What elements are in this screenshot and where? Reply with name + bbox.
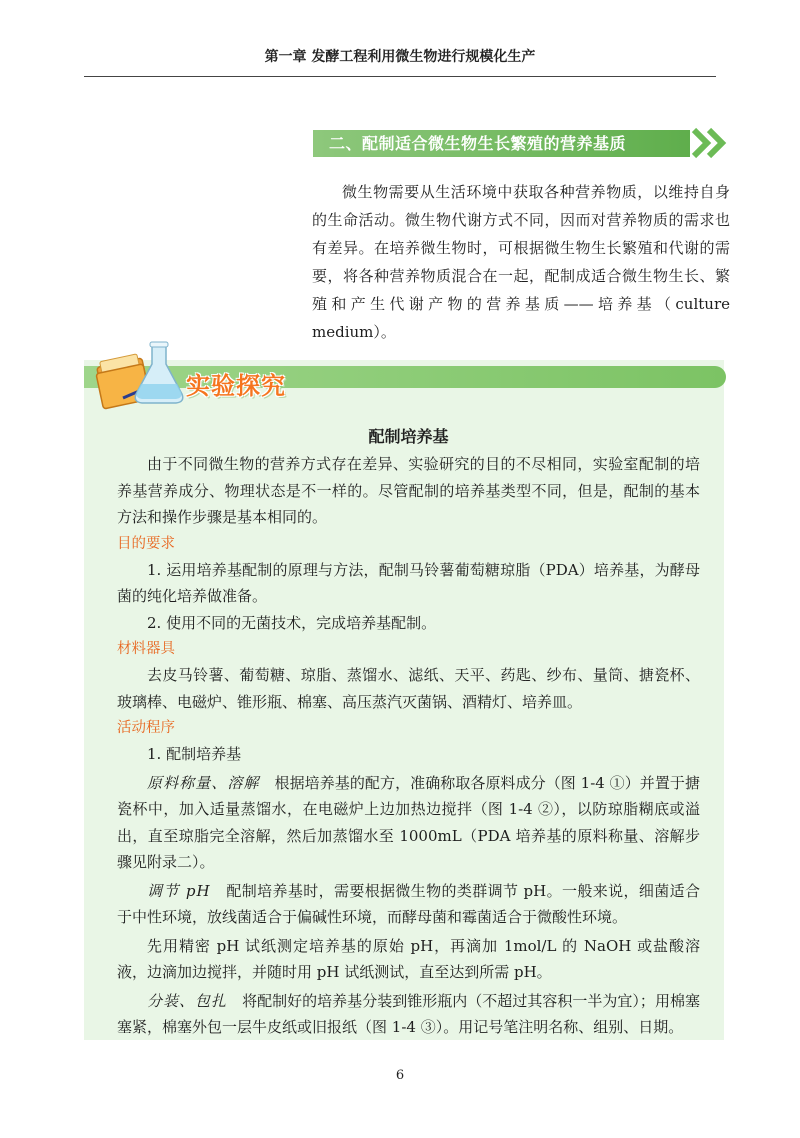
running-head: 第一章 发酵工程利用微生物进行规模化生产 [264, 49, 536, 65]
intro-paragraph: 微生物需要从生活环境中获取各种营养物质，以维持自身的生命活动。微生物代谢方式不同，因而对营养物质的需求也有差异。在培养微生物时，可根据微生物生长繁殖和代谢的需要，将各种营养物质混合在一起，配制成适合微生物生长、繁殖和产生代谢产物的营养基质——培养基（culture medium）。 [312, 183, 730, 341]
procedure-paragraph [117, 988, 700, 1041]
flask-and-folder-icon [95, 340, 190, 412]
header-rule [84, 76, 716, 77]
experiment-title: 配制培养基 [368, 427, 449, 446]
step-keyword: 原料称量、溶解 [147, 773, 260, 792]
step-text: 根据培养基的配方，准确称取各原料成分（图 1-4 ①）并置于搪瓷杯中，加入适量蒸馏水，在电磁炉上边加热边搅拌（图 1-4 ②），以防琼脂糊底或溢出，直至琼脂完全溶解，然后加蒸馏水至 1000mL（PDA 培养基的原料称量、溶解步骤见附录二）。 [117, 773, 700, 871]
step-text: 配制培养基时，需要根据微生物的类群调节 pH。一般来说，细菌适合于中性环境，放线菌适合于偏碱性环境，而酵母菌和霉菌适合于微酸性环境。 [117, 881, 700, 926]
experiment-intro: 由于不同微生物的营养方式存在差异、实验研究的目的不尽相同，实验室配制的培养基营养成分、物理状态是不一样的。尽管配制的培养基类型不同，但是，配制的基本方法和操作步骤是基本相同的。 [117, 455, 700, 526]
procedure-heading: 活动程序 [117, 720, 175, 736]
section-heading: 二、配制适合微生物生长繁殖的营养基质 [313, 130, 690, 157]
chevron-right-icon [690, 126, 730, 160]
step-keyword: 分装、包扎 [147, 991, 228, 1010]
aim-item: 1. 运用培养基配制的原理与方法，配制马铃薯葡萄糖琼脂（PDA）培养基，为酵母菌的纯化培养做准备。 [117, 560, 700, 605]
materials-heading: 材料器具 [117, 641, 175, 657]
step-keyword: 调节 pH [147, 881, 211, 900]
experiment-label: 实验探究 [186, 372, 286, 400]
procedure-paragraph [117, 770, 700, 876]
step-title: 1. 配制培养基 [147, 745, 242, 763]
procedure-paragraph [117, 878, 700, 931]
procedure-paragraph: 先用精密 pH 试纸测定培养基的原始 pH，再滴加 1mol/L 的 NaOH 或盐酸溶液，边滴加边搅拌，并随时用 pH 试纸测试，直至达到所需 pH。 [117, 936, 700, 981]
step-text: 将配制好的培养基分装到锥形瓶内（不超过其容积一半为宜）；用棉塞塞紧，棉塞外包一层牛皮纸或旧报纸（图 1-4 ③）。用记号笔注明名称、组别、日期。 [117, 991, 700, 1036]
section-intro [312, 178, 730, 346]
experiment-content [117, 425, 700, 1041]
materials-list: 去皮马铃薯、葡萄糖、琼脂、蒸馏水、滤纸、天平、药匙、纱布、量筒、搪瓷杯、玻璃棒、电磁炉、锥形瓶、棉塞、高压蒸汽灭菌锅、酒精灯、培养皿。 [117, 666, 700, 711]
page-number: 6 [395, 1068, 405, 1083]
aim-item: 2. 使用不同的无菌技术，完成培养基配制。 [147, 613, 437, 632]
aim-heading: 目的要求 [117, 535, 175, 552]
